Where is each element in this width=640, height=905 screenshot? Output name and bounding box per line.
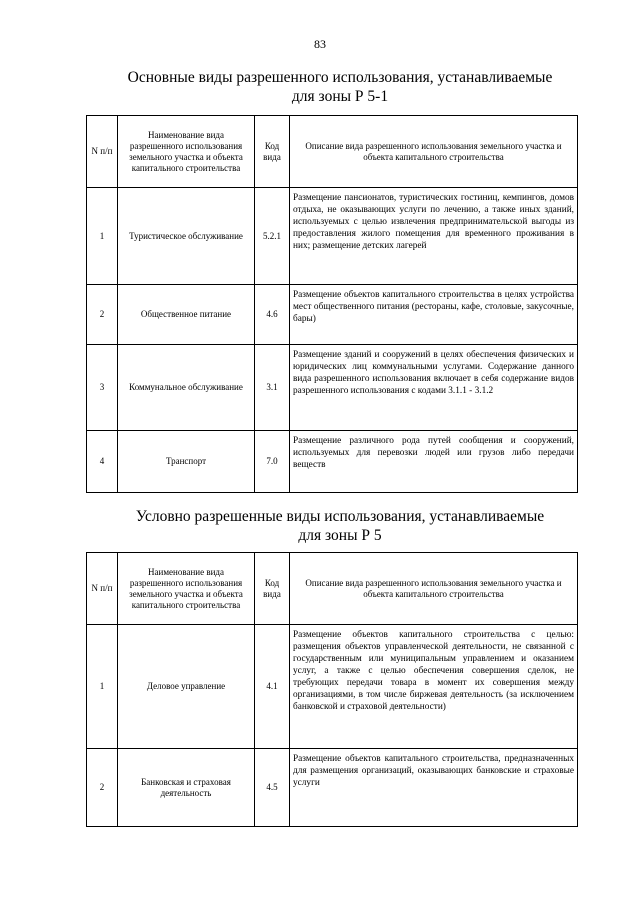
row-num: 3 [87, 345, 118, 431]
section-title-line: для зоны Р 5-1 [291, 88, 389, 105]
row-code: 4.1 [255, 625, 290, 749]
row-desc: Размещение различного рода путей сообщения и сооружений, используемых для перевозки людей или грузов либо передачи веществ [290, 431, 578, 493]
row-code: 5.2.1 [255, 188, 290, 285]
section-title-line: для зоны Р 5 [298, 527, 382, 544]
row-code: 4.5 [255, 749, 290, 827]
allowed-uses-table [86, 115, 578, 493]
header-num: N п/п [87, 553, 118, 625]
row-desc: Размещение объектов капитального строительства в целях устройства мест общественного питания (рестораны, кафе, столовые, закусочные, бары) [290, 285, 578, 345]
row-desc: Размещение объектов капитального строительства с целью: размещения объектов управленческой деятельности, не связанной с государственным или муниципальным управлением и оказанием услуг, а также с целью обеспечения совершения сделок, не требующих передачи товара в момент их совершения между организациями, в том числе биржевая деятельность (за исключением банковской и страховой деятельности) [290, 625, 578, 749]
row-name: Деловое управление [118, 625, 255, 749]
row-code: 3.1 [255, 345, 290, 431]
row-num: 4 [87, 431, 118, 493]
header-code: Код вида [255, 116, 290, 188]
row-name: Коммунальное обслуживание [118, 345, 255, 431]
row-name: Общественное питание [118, 285, 255, 345]
header-num: N п/п [87, 116, 118, 188]
section-title [80, 507, 600, 545]
section-title-line: Основные виды разрешенного использования, устанавливаемые [127, 69, 553, 86]
row-desc: Размещение объектов капитального строительства, предназначенных для размещения организаций, оказывающих банковские и страховые услуги [290, 749, 578, 827]
row-desc: Размещение зданий и сооружений в целях обеспечения физических и юридических лиц коммунальными услугами. Содержание данного вида разрешенного использования включает в себя содержание видов разрешенного использования с кодами 3.1.1 - 3.1.2 [290, 345, 578, 431]
row-num: 2 [87, 285, 118, 345]
table-row [87, 625, 578, 749]
row-name: Транспорт [118, 431, 255, 493]
row-code: 4.6 [255, 285, 290, 345]
row-num: 1 [87, 625, 118, 749]
header-name: Наименование вида разрешенного использования земельного участка и объекта капитального строительства [118, 553, 255, 625]
row-name: Туристическое обслуживание [118, 188, 255, 285]
section-title [80, 68, 600, 106]
table-row [87, 431, 578, 493]
table-header-row [87, 116, 578, 188]
row-name: Банковская и страховая деятельность [118, 749, 255, 827]
row-num: 1 [87, 188, 118, 285]
row-num: 2 [87, 749, 118, 827]
row-code: 7.0 [255, 431, 290, 493]
table-row [87, 749, 578, 827]
header-desc: Описание вида разрешенного использования земельного участка и объекта капитального строительства [290, 553, 578, 625]
table-row [87, 345, 578, 431]
table-row [87, 285, 578, 345]
row-desc: Размещение пансионатов, туристических гостиниц, кемпингов, домов отдыха, не оказывающих услуги по лечению, а также иных зданий, используемых с целью извлечения предпринимательской выгоды из предоставления жилого помещения для временного проживания в них; размещение детских лагерей [290, 188, 578, 285]
header-name: Наименование вида разрешенного использования земельного участка и объекта капитального строительства [118, 116, 255, 188]
table-row [87, 188, 578, 285]
conditional-uses-table [86, 552, 578, 827]
header-code: Код вида [255, 553, 290, 625]
header-desc: Описание вида разрешенного использования земельного участка и объекта капитального строительства [290, 116, 578, 188]
table-header-row [87, 553, 578, 625]
section-title-line: Условно разрешенные виды использования, устанавливаемые [135, 508, 545, 525]
page-number: 83 [314, 37, 326, 51]
